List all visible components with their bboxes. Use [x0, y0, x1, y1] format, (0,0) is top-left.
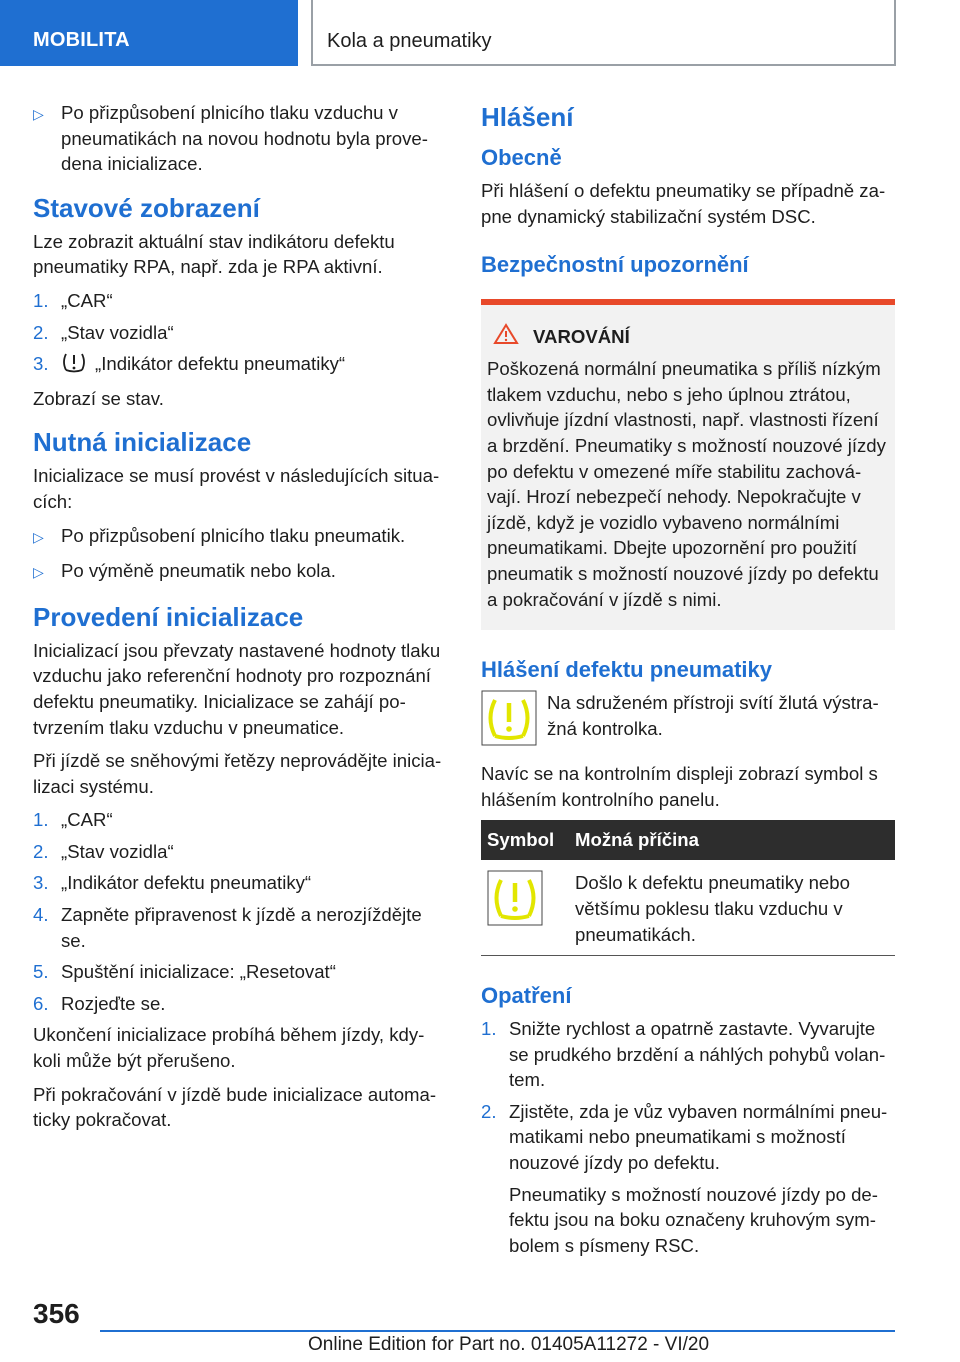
cause-cell: Došlo k defektu pneumatiky nebo většímu poklesu tlaku vzduchu v pneumatikách.: [569, 860, 895, 955]
list-item: 6. Rozjeďte se.: [33, 992, 166, 1014]
left-column: [33, 100, 445, 1141]
list-item: 3. „Indikátor defektu pneumatiky“: [33, 872, 312, 894]
general-text: Při hlášení o defektu pneumatiky se případně za-pne dynamický stabilizační systém DSC.: [481, 180, 886, 227]
list-item: 1. Snižte rychlost a opatrně zastavte. Vyvarujte se prudkého brzdění a náhlých pohybů volan-tem.: [481, 1018, 886, 1091]
right-column: [481, 100, 895, 1266]
warning-box: [481, 299, 895, 630]
table-row: [481, 860, 895, 955]
list-item: ▷ Po přizpůsobení plnicího tlaku pneumatik.: [33, 523, 445, 551]
triangle-bullet-icon: ▷: [33, 564, 44, 581]
actions-note: Pneumatiky s možností nouzové jízdy po de-fektu jsou na boku označeny kruhovým sym-bolem s písmeny RSC.: [509, 1183, 878, 1256]
status-heading: Stavové zobrazení: [33, 192, 260, 223]
warning-title: VAROVÁNÍ: [487, 323, 887, 350]
list-item: ▷ Po výměně pneumatik nebo kola.: [33, 558, 445, 586]
list-item: 1. „CAR“: [33, 289, 113, 311]
perform-text: Inicializací jsou převzaty nastavené hodnoty tlaku vzduchu jako referenční hodnoty pro rozpoznání defektu pneumatiky. Inicializace se zahájí po-tvrzením tlaku vzduchu v pneumatice.: [33, 639, 441, 738]
list-item: 1. „CAR“: [33, 809, 113, 831]
list-item: 2. „Stav vozidla“: [33, 321, 174, 343]
messages-heading: Hlášení: [481, 102, 574, 132]
defect-heading: Hlášení defektu pneumatiky: [481, 657, 772, 683]
footer-edition: Online Edition for Part no. 01405A11272 - VI/20: [308, 1334, 710, 1355]
page-number: 356: [33, 1298, 80, 1329]
symbol-table: [481, 820, 895, 956]
triangle-bullet-icon: ▷: [33, 106, 44, 122]
warning-triangle-icon: [493, 323, 533, 350]
triangle-bullet-icon: ▷: [33, 528, 44, 545]
perform-text: Při jízdě se sněhovými řetězy neprovádějte inicia-lizaci systému.: [33, 750, 442, 797]
status-text: Lze zobrazit aktuální stav indikátoru defektu pneumatiky RPA, např. zda je RPA aktivní.: [33, 230, 395, 278]
perform-text: Ukončení inicializace probíhá během jízdy, kdy-koli může být přerušeno.: [33, 1024, 425, 1072]
footer-divider: [100, 1330, 895, 1332]
list-item: ▷ Po přizpůsobení plnicího tlaku vzduchu v pneumatikách na novou hodnotu byla prove-dena inicializace.: [33, 100, 445, 177]
general-heading: Obecně: [481, 145, 562, 170]
tire-pressure-icon: [61, 351, 87, 380]
required-heading: Nutná inicializace: [33, 427, 252, 458]
section-tab: MOBILITA: [0, 0, 298, 66]
list-item: 4. Zapněte připravenost k jízdě a nerozjíždějte se.: [33, 904, 422, 951]
list-item: 2. „Stav vozidla“: [33, 840, 174, 862]
perform-text: Při pokračování v jízdě bude inicializace automa-ticky pokračovat.: [33, 1083, 437, 1131]
page-header: [0, 0, 960, 66]
tire-pressure-warning-icon: [487, 909, 543, 930]
list-item: 2. Zjistěte, zda je vůz vybaven normálními pneu-matikami nebo pneumatikami s možností nouzové jízdy po defektu.: [481, 1100, 888, 1174]
required-text: Inicializace se musí provést v následujících situa-cích:: [33, 465, 440, 512]
status-result: Zobrazí se stav.: [33, 387, 164, 409]
warning-text: Poškozená normální pneumatika s příliš nízkým tlakem vzduchu, nebo s jeho úplnou ztrátou, ovlivňuje jízdní vlastnosti, např. vlastnosti řízení a brzdění. Pneumatiky s možností nouzové jízdy po defektu v omezené míře stabilitu zachová-vají. Hrozí nebezpečí nehody. Nepokračujte v jízdě, když je vozidlo vybaveno normálními pneumatikami. Dbejte upozornění pro použití pneumatik s možností nouzové jízdy po defektu a pokračování v jízdě s nimi.: [487, 358, 886, 610]
tire-pressure-warning-icon: [481, 690, 547, 751]
chapter-title: Kola a pneumatiky: [311, 0, 896, 66]
column-header-symbol: Symbol: [481, 820, 569, 860]
perform-heading: Provedení inicializace: [33, 601, 304, 632]
column-header-cause: Možná příčina: [569, 820, 895, 860]
actions-heading: Opatření: [481, 983, 572, 1009]
defect-text: Navíc se na kontrolním displeji zobrazí symbol s hlášením kontrolního panelu.: [481, 763, 878, 810]
list-item: 3. „Indikátor defektu pneumatiky“: [33, 351, 445, 380]
safety-heading: Bezpečnostní upozornění: [481, 252, 749, 278]
list-item: 5. Spuštění inicializace: „Resetovat“: [33, 961, 336, 983]
indicator-row: Na sdruženém přístroji svítí žlutá výstra-žná kontrolka.: [481, 690, 895, 751]
